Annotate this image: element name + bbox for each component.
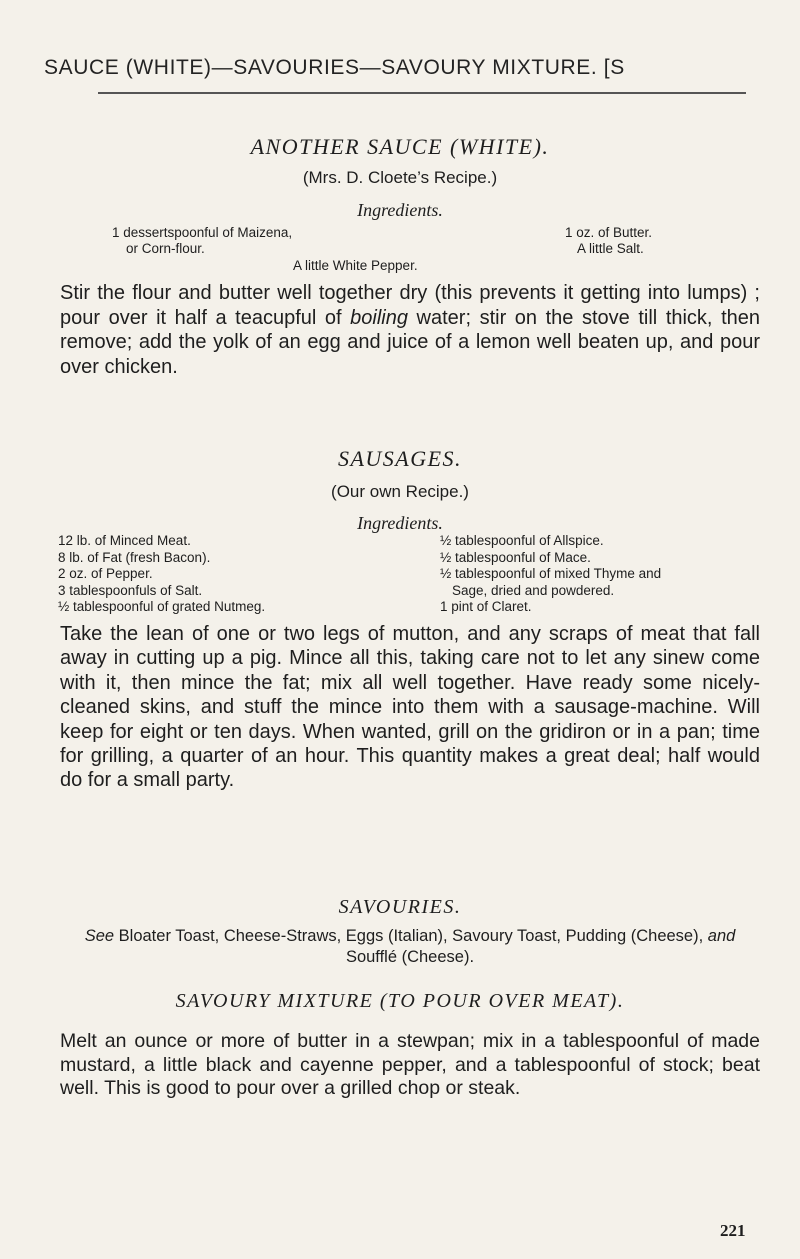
ingredient-item: Sage, dried and powdered.	[452, 582, 615, 598]
sausages-title: SAUSAGES.	[337, 446, 463, 471]
sausages-ingredients-left	[58, 533, 265, 616]
ingredient-item: 1 dessertspoonful of Maizena,	[112, 225, 293, 240]
ingredient-item: 8 lb. of Fat (fresh Bacon).	[58, 549, 211, 565]
header-rule	[98, 92, 746, 94]
ingredient-item: 1 oz. of Butter.	[565, 225, 653, 240]
ingredient-item: ½ tablespoonful of mixed Thyme and	[440, 566, 662, 581]
another-sauce-title: ANOTHER SAUCE (WHITE).	[250, 134, 550, 159]
another-sauce-ingredients-heading: Ingredients.	[357, 200, 443, 220]
ingredient-item: 2 oz. of Pepper.	[58, 566, 153, 581]
savoury-mixture-title: SAVOURY MIXTURE (TO POUR OVER MEAT).	[175, 990, 625, 1012]
savouries-see-also: See Bloater Toast, Cheese-Straws, Eggs (Italian), Savoury Toast, Pudding (Cheese), and Soufflé (Cheese).	[84, 927, 736, 966]
ingredient-item: A little Salt.	[577, 241, 644, 256]
ingredient-item: 3 tablespoonfuls of Salt.	[58, 582, 203, 598]
sausages-subtitle: (Our own Recipe.)	[331, 482, 469, 501]
running-head: SAUCE (WHITE)—SAVOURIES—SAVOURY MIXTURE. [S	[44, 56, 625, 79]
savoury-mixture-method: Melt an ounce or more of butter in a stewpan; mix in a tablespoonful of made mustard, a little black and cayenne pepper, and a tablespoonful of stock; beat well. This is good to pour over a grilled chop or steak.	[60, 1030, 760, 1099]
ingredient-item: or Corn-flour.	[126, 241, 205, 256]
ingredient-item: A little White Pepper.	[293, 258, 418, 273]
ingredient-item: ½ tablespoonful of grated Nutmeg.	[58, 599, 266, 614]
sausages-ingredients-heading: Ingredients.	[357, 513, 443, 533]
another-sauce-method: Stir the flour and butter well together dry (this prevents it getting into lumps) ; pour over it half a teacupful of boiling water; stir on the stove till thick, then remove; add the yolk of an egg and juice of a lemon well beaten up, and pour over chicken.	[60, 282, 760, 378]
ingredient-item: 1 pint of Claret.	[440, 599, 532, 614]
ingredient-item: 12 lb. of Minced Meat.	[58, 533, 191, 548]
ingredient-item: ½ tablespoonful of Allspice.	[440, 533, 604, 548]
sausages-method: Take the lean of one or two legs of mutton, and any scraps of meat that fall away in cutting up a pig. Mince all this, taking care not to let any sinew come with it, then mince the fat; mix all well together. Have ready some nicely-cleaned skins, and stuff the mince into them with a sausage-machine. Will keep for eight or ten days. When wanted, grill on the gridiron or in a pan; time for grilling, a quarter of an hour. This quantity makes a great deal; half would do for a small party.	[60, 623, 760, 792]
another-sauce-subtitle: (Mrs. D. Cloete’s Recipe.)	[302, 168, 498, 187]
page-number: 221	[720, 1221, 746, 1240]
sausages-ingredients-right	[440, 533, 661, 616]
ingredient-item: ½ tablespoonful of Mace.	[440, 549, 591, 565]
savouries-title: SAVOURIES.	[338, 896, 462, 918]
